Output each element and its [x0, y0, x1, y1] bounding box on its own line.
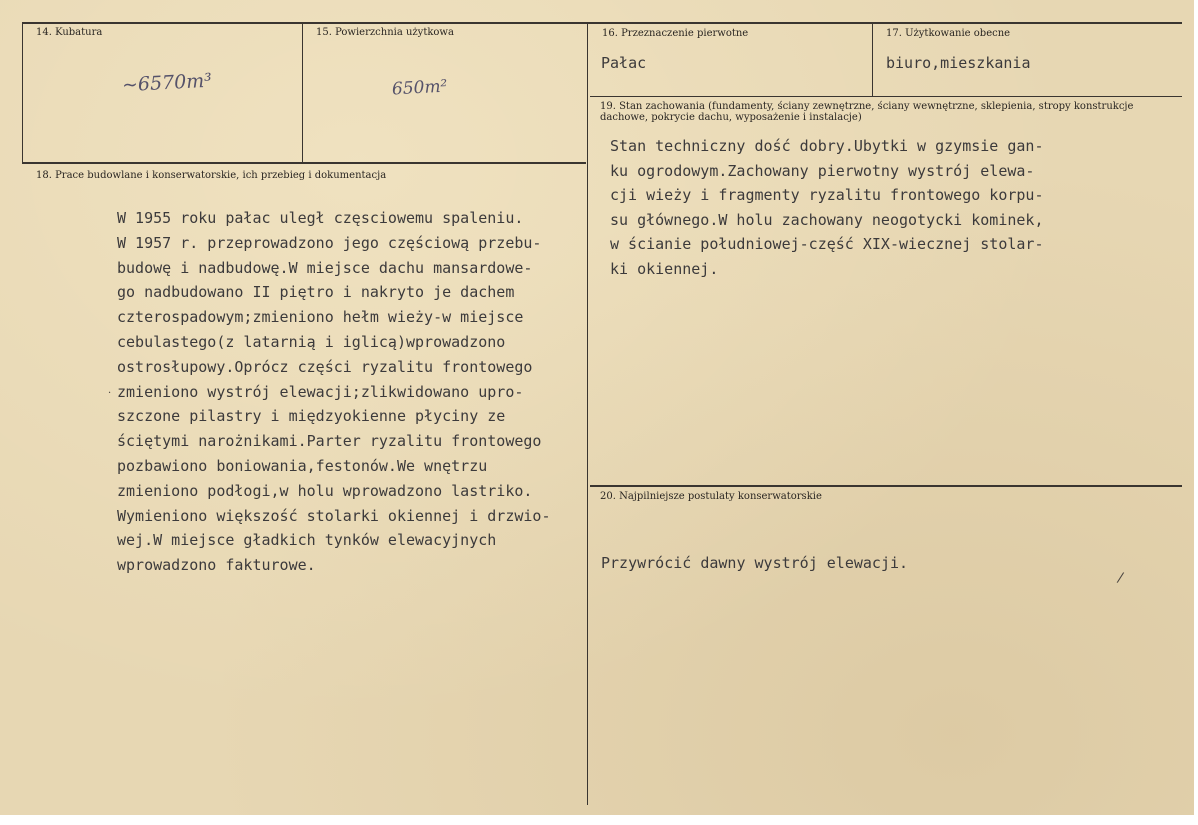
rule-under-header-left — [22, 162, 586, 164]
prace-line: wprowadzono fakturowe. — [117, 556, 316, 575]
stan-label: 19. Stan zachowania (fundamenty, ściany zewnętrzne, ściany wewnętrzne, sklepienia, stropy konstrukcje dachowe, pokrycie dachu, wyposażenie i instalacje) — [600, 101, 1134, 123]
kubatura-label: 14. Kubatura — [36, 27, 103, 38]
stan-line: su głównego.W holu zachowany neogotycki kominek, — [610, 210, 1044, 229]
prace-line: zmieniono podłogi,w holu wprowadzono lastriko. — [117, 481, 533, 500]
prace-line: ściętymi narożnikami.Parter ryzalitu frontowego — [117, 432, 542, 451]
divider-14-15 — [302, 22, 303, 163]
divider-main — [587, 22, 588, 805]
prace-line: szczone pilastry i międzyokienne płyciny ze — [117, 407, 506, 426]
stan-line: ki okiennej. — [610, 259, 719, 278]
prace-line: W 1957 r. przeprowadzono jego częściową przebu- — [117, 233, 542, 252]
przeznaczenie-value: Pałac — [601, 54, 647, 72]
prace-label: 18. Prace budowlane i konserwatorskie, ich przebieg i dokumentacja — [36, 170, 387, 181]
prace-line: wej.W miejsce gładkich tynków elewacyjnych — [117, 531, 497, 550]
postulaty-label: 20. Najpilniejsze postulaty konserwatorskie — [600, 491, 822, 502]
divider-left — [22, 22, 23, 163]
top-rule — [22, 22, 1182, 24]
stan-line: ku ogrodowym.Zachowany pierwotny wystrój elewa- — [610, 161, 1035, 180]
prace-line: Wymieniono większość stolarki okiennej i drzwio- — [117, 506, 551, 525]
stan-line: Stan techniczny dość dobry.Ubytki w gzymsie gan- — [610, 137, 1044, 155]
przeznaczenie-label: 16. Przeznaczenie pierwotne — [602, 28, 749, 39]
powierzchnia-label: 15. Powierzchnia użytkowa — [316, 27, 454, 38]
prace-line: pozbawiono boniowania,festonów.We wnętrzu — [117, 457, 488, 475]
rule-above-postulaty — [590, 485, 1182, 487]
uzytkowanie-value: biuro,mieszkania — [886, 54, 1031, 72]
stan-line: w ścianie południowej-część XIX-wiecznej stolar- — [610, 235, 1044, 253]
ink-dot-mark: · — [108, 388, 112, 399]
uzytkowanie-label: 17. Użytkowanie obecne — [886, 28, 1011, 39]
prace-line: cebulastego(z latarnią i iglicą)wprowadzono — [117, 333, 506, 351]
postulaty-value: Przywrócić dawny wystrój elewacji. — [601, 554, 909, 572]
pencil-tick-mark: / — [1116, 569, 1125, 587]
prace-line: zmieniono wystrój elewacji;zlikwidowano upro- — [117, 382, 524, 401]
rule-under-header-right — [590, 96, 1182, 97]
powierzchnia-handwritten: 650m² — [391, 76, 448, 100]
prace-line: budowę i nadbudowę.W miejsce dachu mansardowe- — [117, 258, 533, 277]
stan-line: cji wieży i fragmenty ryzalitu frontowego korpu- — [610, 186, 1044, 204]
prace-line: czterospadowym;zmieniono hełm wieży-w miejsce — [117, 308, 524, 327]
divider-16-17 — [872, 22, 873, 97]
kubatura-handwritten: ~6570m³ — [121, 69, 213, 97]
prace-line: ostrosłupowy.Oprócz części ryzalitu frontowego — [117, 357, 533, 376]
prace-line: W 1955 roku pałac uległ częsciowemu spaleniu. — [117, 209, 524, 227]
prace-line: go nadbudowano II piętro i nakryto je dachem — [117, 283, 515, 302]
